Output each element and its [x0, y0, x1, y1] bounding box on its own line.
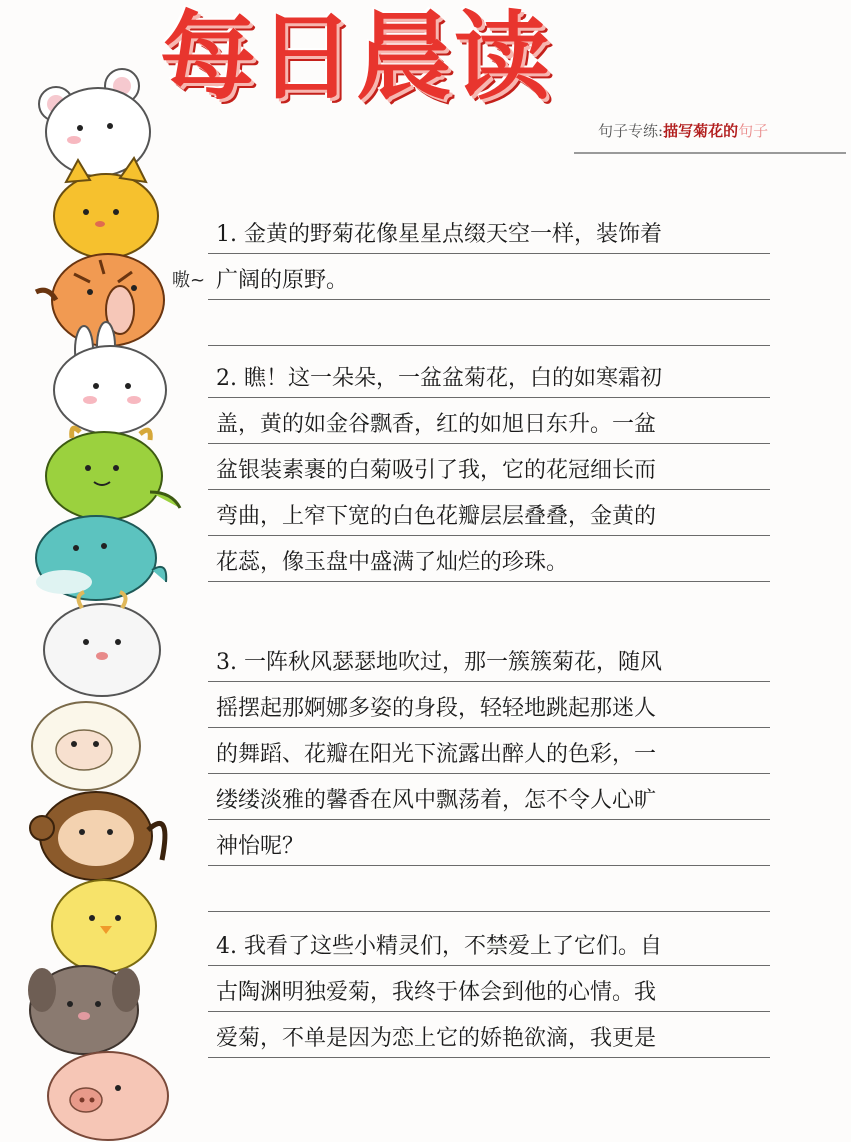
pig-icon [48, 1052, 168, 1140]
paragraph-line: 的舞蹈、花瓣在阳光下流露出醉人的色彩，一 [208, 728, 770, 774]
paragraph-line [208, 300, 770, 346]
paragraph-line: 盆银装素裹的白菊吸引了我，它的花冠细长而 [208, 444, 770, 490]
paragraph-line: 摇摆起那婀娜多姿的身段，轻轻地跳起那迷人 [208, 682, 770, 728]
subtitle [598, 120, 768, 141]
paragraph-line [208, 866, 770, 912]
page-title: 每日晨读 [160, 1, 552, 113]
paragraph-line: 3. 一阵秋风瑟瑟地吹过，那一簇簇菊花，随风 [208, 636, 770, 682]
paragraph-line: 2. 瞧！这一朵朵，一盆盆菊花，白的如寒霜初 [208, 352, 770, 398]
monkey-icon [30, 792, 165, 880]
paragraph-line: 花蕊，像玉盘中盛满了灿烂的珍珠。 [208, 536, 770, 582]
chick-icon [52, 880, 156, 972]
paragraph-2 [208, 352, 770, 582]
sound-text: 嗷~ [172, 270, 206, 291]
paragraph-3 [208, 636, 770, 912]
subtitle-underline [574, 152, 846, 154]
paragraph-line: 古陶渊明独爱菊，我终于体会到他的心情。我 [208, 966, 770, 1012]
paragraph-line: 缕缕淡雅的馨香在风中飘荡着，怎不令人心旷 [208, 774, 770, 820]
paragraph-line: 盖，黄的如金谷飘香，红的如旭日东升。一盆 [208, 398, 770, 444]
paragraph-line: 爱菊，不单是因为恋上它的娇艳欲滴，我更是 [208, 1012, 770, 1058]
paragraph-line: 4. 我看了这些小精灵们，不禁爱上了它们。自 [208, 920, 770, 966]
dragon-icon [46, 428, 180, 520]
dog-icon [28, 966, 140, 1054]
cat-icon [54, 158, 158, 258]
subtitle-prefix: 句子专练: [598, 122, 664, 140]
paragraph-line: 弯曲，上窄下宽的白色花瓣层层叠叠，金黄的 [208, 490, 770, 536]
paragraph-line: 广阔的原野。 [208, 254, 770, 300]
paragraph-line: 1. 金黄的野菊花像星星点缀天空一样，装饰着 [208, 208, 770, 254]
rabbit-icon [54, 322, 166, 434]
animal-stack-illustration [0, 60, 206, 1142]
paragraph-1 [208, 208, 770, 346]
subtitle-tail: 句子 [738, 122, 769, 140]
paragraph-line: 神怡呢？ [208, 820, 770, 866]
whale-icon [36, 516, 166, 600]
paragraph-4 [208, 920, 770, 1058]
subtitle-topic: 描写菊花的 [663, 122, 739, 140]
sheep-icon [32, 702, 140, 790]
goat-icon [44, 592, 160, 696]
